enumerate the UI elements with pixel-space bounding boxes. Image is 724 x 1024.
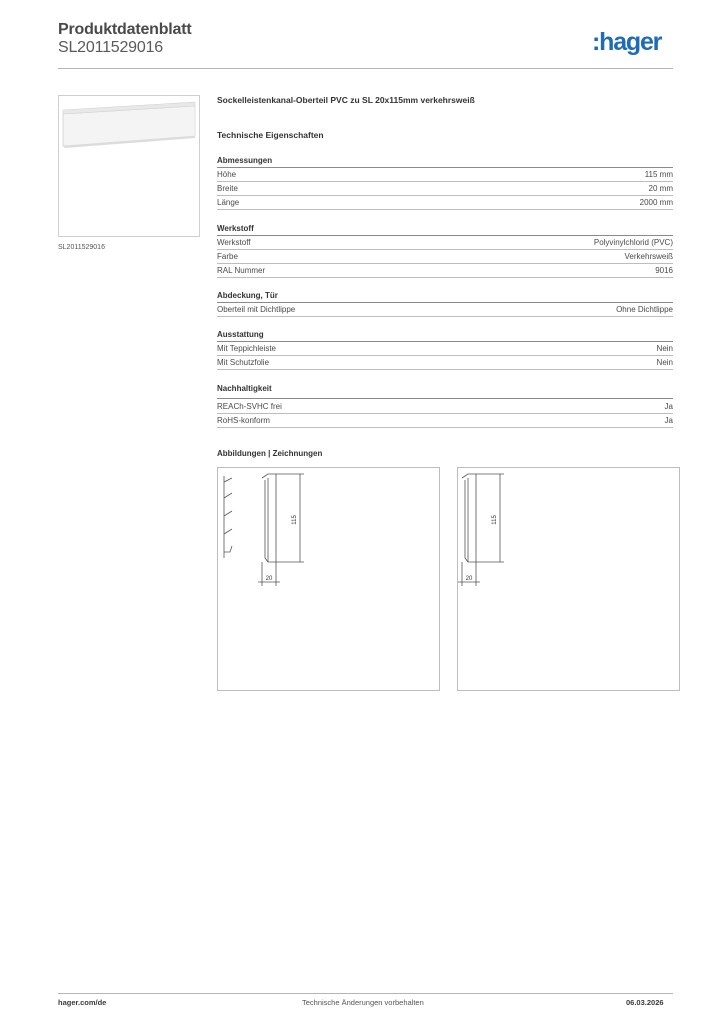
property-value: Ja — [664, 402, 673, 411]
section-divider — [217, 398, 673, 399]
page-title: Produktdatenblatt — [58, 21, 192, 38]
property-row — [217, 264, 673, 278]
property-row — [217, 342, 673, 356]
property-label: Mit Schutzfolie — [217, 358, 270, 367]
product-code: SL2011529016 — [58, 39, 163, 56]
technical-drawing — [458, 468, 679, 690]
height-dimension-label: 115 — [292, 515, 298, 525]
properties-heading: Technische Eigenschaften — [217, 130, 324, 140]
property-row — [217, 400, 673, 414]
property-value: Polyvinylchlorid (PVC) — [593, 238, 673, 247]
property-value: Ohne Dichtlippe — [616, 305, 673, 314]
section-title: Ausstattung — [217, 330, 264, 339]
property-row — [217, 356, 673, 370]
footer-date: 06.03.2026 — [626, 998, 664, 1007]
property-label: Werkstoff — [217, 238, 251, 247]
product-illustration — [59, 96, 199, 236]
section-title: Nachhaltigkeit — [217, 384, 272, 393]
property-label: Farbe — [217, 252, 238, 261]
drawing-panel — [217, 467, 440, 691]
property-value: Nein — [656, 358, 673, 367]
technical-drawing — [218, 468, 439, 690]
property-row — [217, 196, 673, 210]
property-value: 115 mm — [644, 170, 673, 179]
property-label: RAL Nummer — [217, 266, 266, 275]
property-row — [217, 414, 673, 428]
section-title: Abmessungen — [217, 156, 273, 165]
section-title: Werkstoff — [217, 224, 254, 233]
image-caption: SL2011529016 — [58, 244, 105, 251]
section-sustainability — [217, 400, 673, 428]
property-label: Oberteil mit Dichtlippe — [217, 305, 296, 314]
footer-note: Technische Änderungen vorbehalten — [302, 998, 424, 1007]
drawings-heading: Abbildungen | Zeichnungen — [217, 449, 323, 458]
section-cover — [217, 303, 673, 317]
property-row — [217, 168, 673, 182]
section-dimensions — [217, 168, 673, 210]
property-row — [217, 250, 673, 264]
footer-website[interactable]: hager.com/de — [58, 998, 107, 1007]
product-title: Sockelleistenkanal-Oberteil PVC zu SL 20x115mm verkehrsweiß — [217, 95, 475, 105]
section-title: Abdeckung, Tür — [217, 291, 278, 300]
property-value: Nein — [656, 344, 673, 353]
drawing-panel — [457, 467, 680, 691]
property-row — [217, 236, 673, 250]
section-equipment — [217, 342, 673, 370]
property-row — [217, 182, 673, 196]
width-dimension-label: 20 — [465, 576, 473, 582]
property-value: 9016 — [655, 266, 673, 275]
property-value: Ja — [664, 416, 673, 425]
property-label: Mit Teppichleiste — [217, 344, 276, 353]
footer-divider — [58, 993, 673, 994]
property-value: 2000 mm — [639, 198, 673, 207]
width-dimension-label: 20 — [265, 576, 273, 582]
property-value: Verkehrsweiß — [624, 252, 673, 261]
hager-logo: :hager — [592, 28, 662, 56]
property-row — [217, 303, 673, 317]
property-label: RoHS-konform — [217, 416, 270, 425]
property-label: Höhe — [217, 170, 237, 179]
product-image — [58, 95, 200, 237]
property-label: Länge — [217, 198, 240, 207]
height-dimension-label: 115 — [492, 515, 498, 525]
property-label: REACh-SVHC frei — [217, 402, 282, 411]
property-value: 20 mm — [648, 184, 673, 193]
header-divider — [58, 68, 673, 69]
property-label: Breite — [217, 184, 238, 193]
section-material — [217, 236, 673, 278]
